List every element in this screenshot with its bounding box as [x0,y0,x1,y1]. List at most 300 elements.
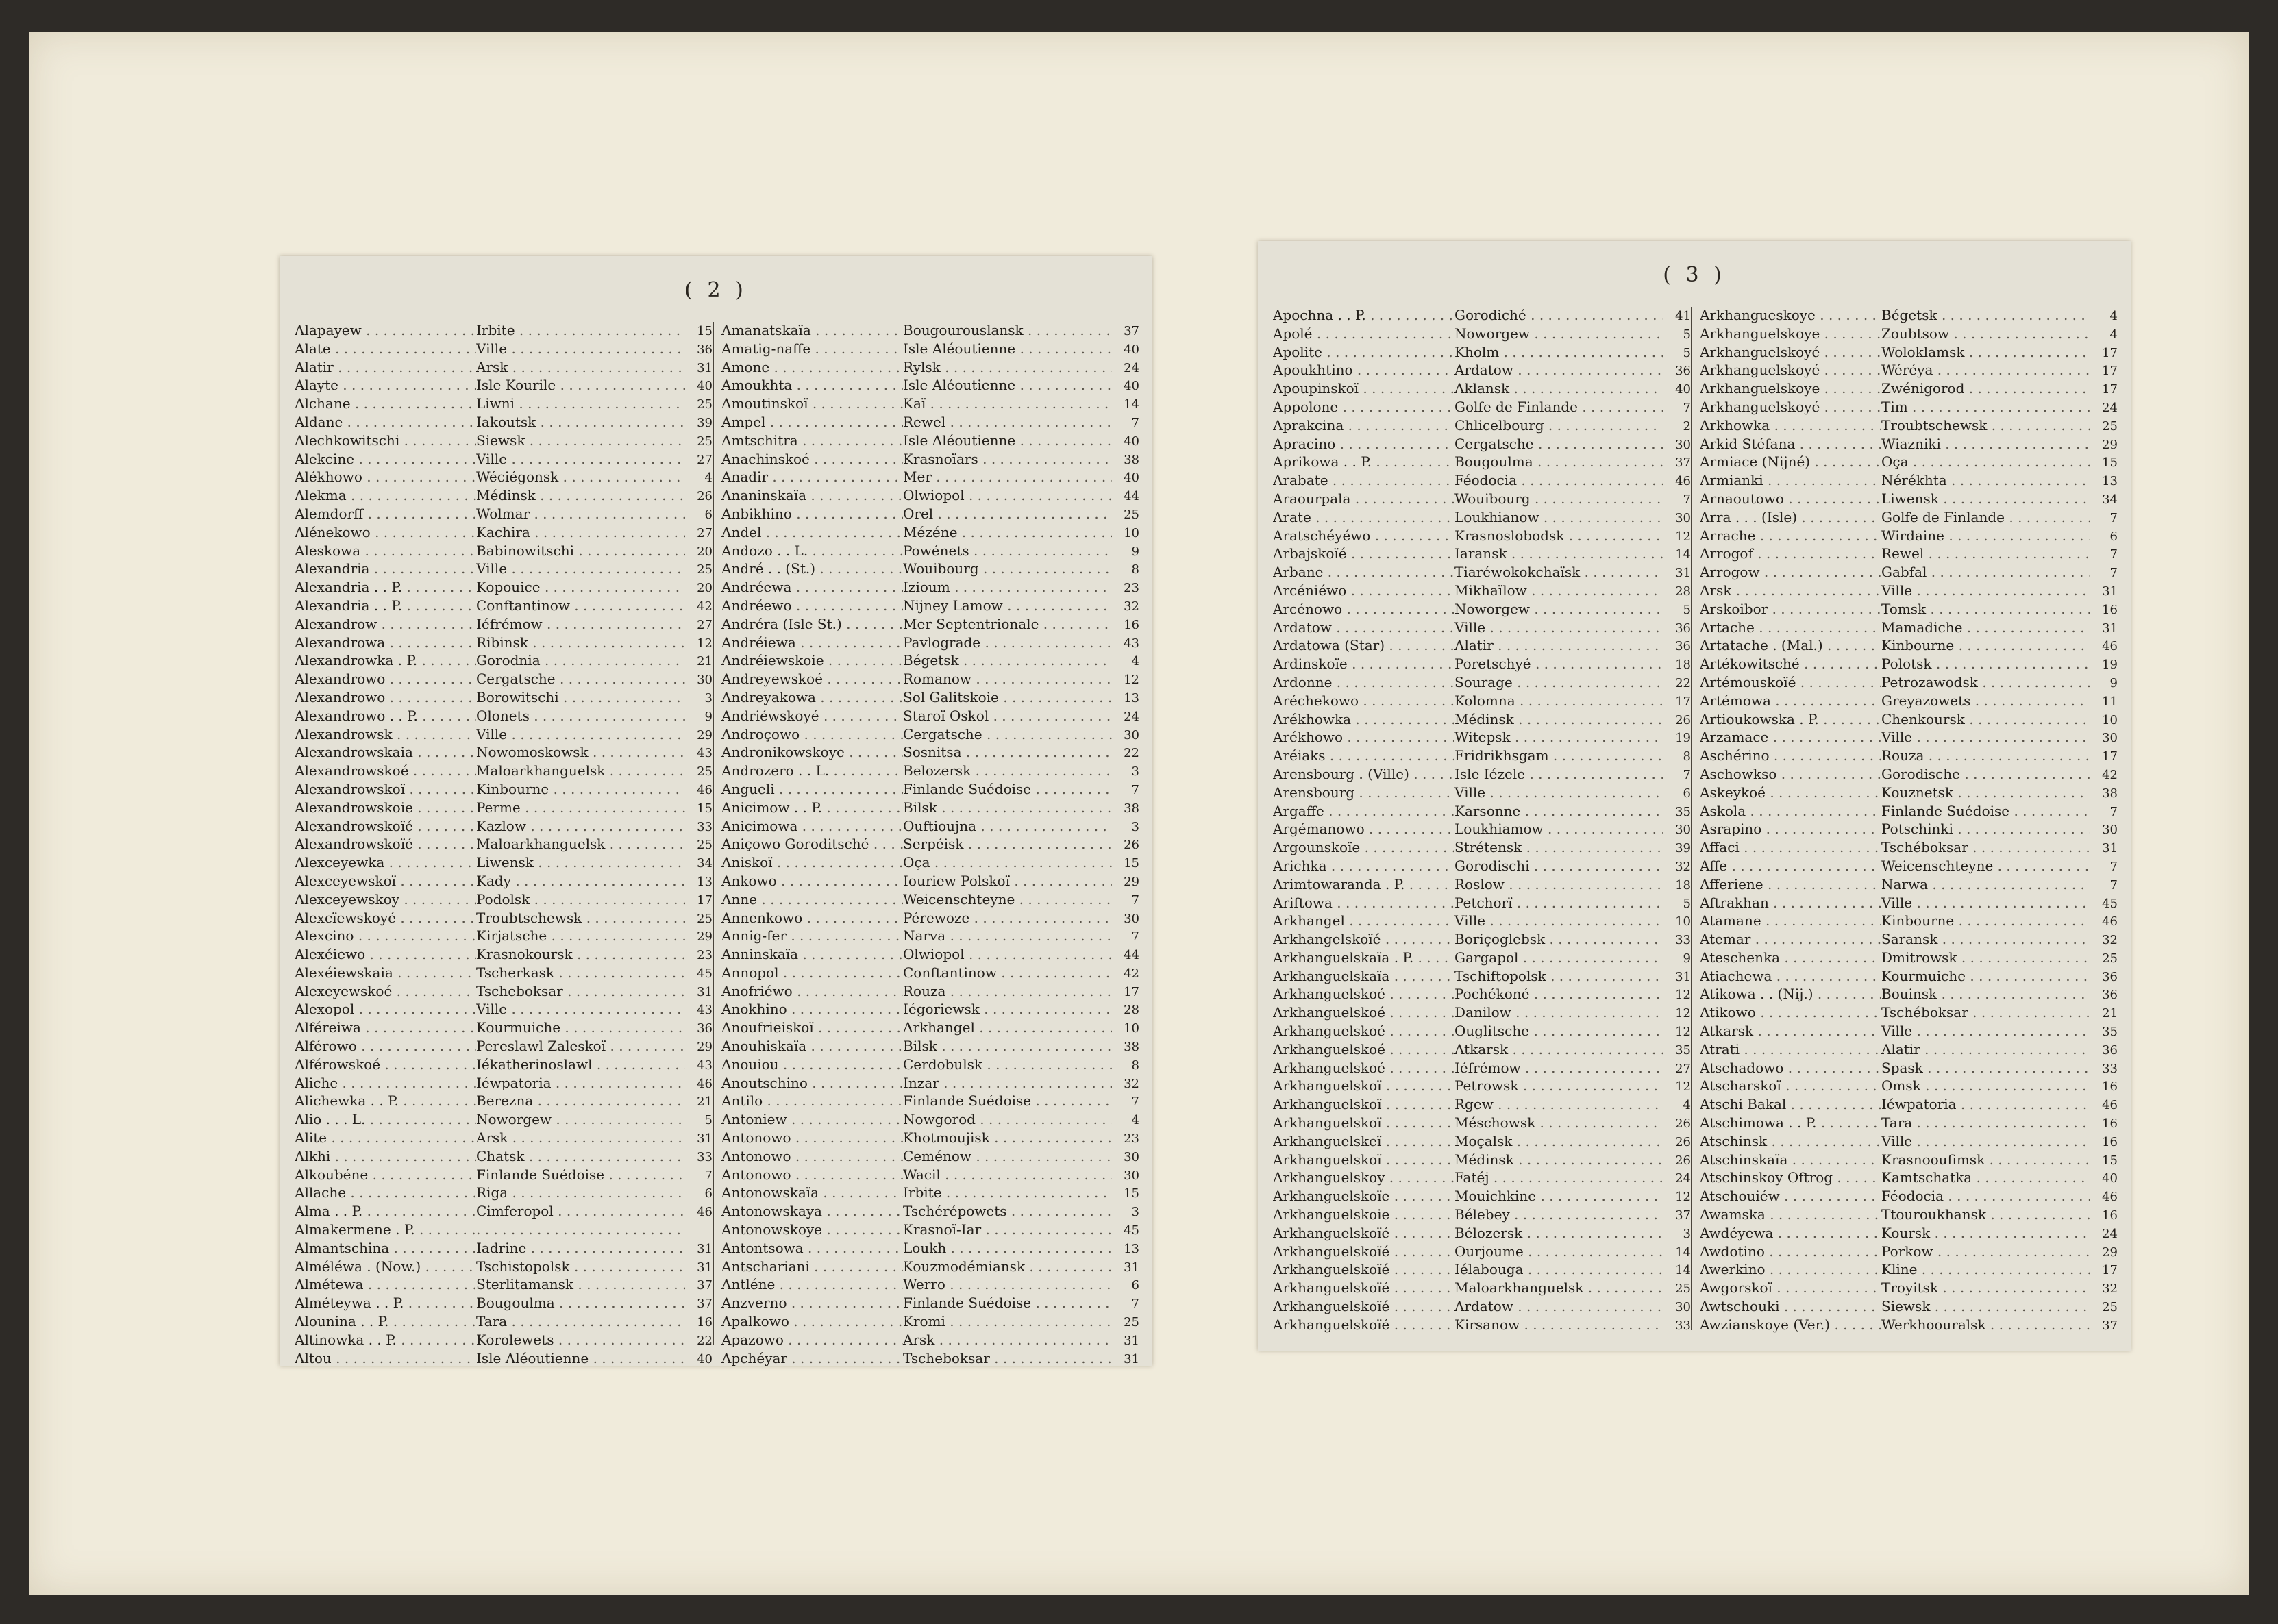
place-name: Askola . . . [1700,803,1881,819]
index-entry [721,597,1139,616]
place-name: Antonowskoye . . . [721,1221,903,1238]
index-entry [1700,1316,2118,1335]
district: Gorodische . . . [1881,766,2090,782]
index-entry [1700,399,2118,417]
district: Loukh . . . [903,1240,1112,1256]
district: Finlande Suédoise . . . [903,1092,1112,1109]
district: Ville . . . [1881,1133,2090,1149]
district: Kouznetsk . . . [1881,784,2090,801]
place-name: Alékhowo . . . [295,469,476,485]
index-entry [1700,1077,2118,1096]
index-entry [721,1038,1139,1056]
place-name: Alexandrowskoïé . . . [295,818,476,834]
district: Kouzmodémiansk . . . [903,1258,1112,1275]
index-entry [721,579,1139,597]
map-number: 31 [2102,841,2118,856]
district: Mouichkine . . . [1454,1188,1663,1204]
index-entry [1700,380,2118,399]
place-name: Atschimowa . . P. . . . [1700,1114,1881,1131]
index-entry [1273,821,1691,839]
index-entry [721,1092,1139,1111]
map-number: 2 [1683,419,1691,434]
index-entry [721,854,1139,873]
index-entry [721,414,1139,432]
map-number: 41 [1675,309,1691,323]
index-entry [721,762,1139,781]
map-number: 16 [2102,602,2118,617]
index-entry [295,560,713,579]
place-name: André . . (St.) . . . [721,560,903,577]
district: Cerdobulsk . . . [903,1056,1112,1073]
place-name: Alexceyewskoy . . . [295,891,476,908]
map-number: 36 [697,342,713,357]
district: Wouibourg . . . [1454,490,1663,507]
district: Iéwpatoria . . . [1881,1096,2090,1112]
place-name: Awzianskoye (Ver.) . . . [1700,1316,1881,1333]
map-number: 40 [1124,434,1139,449]
map-number: 31 [2102,621,2118,636]
place-name: Alate . . . [295,340,476,357]
index-entry [1273,1261,1691,1279]
district: Kamtschatka . . . [1881,1169,2090,1186]
index-entry [721,432,1139,451]
district: Siewsk . . . [476,432,685,449]
place-name: Ardatow . . . [1273,619,1454,636]
place-name: Arkhanguelskoyé . . . [1700,399,1881,415]
district: Tscheboksar . . . [903,1350,1112,1366]
place-name: Alemdorff . . . [295,505,476,522]
place-name: Arcénowo . . . [1273,601,1454,617]
index-entry [295,1276,713,1295]
map-number: 16 [697,1315,713,1330]
place-name: Arkhanguelskaïa . . . [1273,968,1454,984]
index-entry [1700,362,2118,380]
map-number: 21 [697,1095,713,1110]
district: Olwiopol . . . [903,487,1112,503]
district: Omsk . . . [1881,1077,2090,1094]
place-name: Arkhanguelskoé . . . [1273,1060,1454,1076]
index-entry [1273,1096,1691,1114]
place-name: Apochna . . P. . . . [1273,307,1454,323]
place-name: Anouhiskaïa . . . [721,1038,903,1054]
map-number: 17 [1675,694,1691,709]
index-entry [295,854,713,873]
district: Tiaréwokokchaïsk . . . [1454,564,1663,580]
district: Rouza . . . [903,983,1112,999]
place-name: Alexandrowka . P. . . . [295,652,476,669]
index-entry [1700,729,2118,747]
district: Ville . . . [1454,784,1663,801]
map-number: 23 [1124,1132,1139,1147]
index-entry [1700,1225,2118,1243]
map-number: 3 [1131,1205,1139,1220]
district: Finlande Suédoise . . . [1881,803,2090,819]
map-number: 3 [1131,819,1139,834]
index-entry [721,377,1139,395]
map-number: 9 [2109,675,2118,690]
map-number: 4 [2109,309,2118,323]
district: Krasnoïars . . . [903,451,1112,467]
district: Petrowsk . . . [1454,1077,1663,1094]
map-number: 30 [1675,1300,1691,1315]
place-name: Apolite . . . [1273,344,1454,360]
index-entry [1273,1077,1691,1096]
district: Rgew . . . [1454,1096,1663,1112]
index-entry [1273,986,1691,1004]
district: Bougoulma . . . [476,1295,685,1311]
place-name: Androzero . . L. . . . [721,762,903,779]
map-number: 25 [697,434,713,449]
district: Gorodischi . . . [1454,858,1663,874]
map-number: 7 [1683,767,1691,782]
place-name: Andreyakowa . . . [721,689,903,705]
index-entry [1273,564,1691,582]
index-entry [295,818,713,836]
map-number: 29 [697,727,713,742]
district: Kirjatsche . . . [476,927,685,944]
district: Kinbourne . . . [1881,637,2090,653]
district: Olonets . . . [476,708,685,724]
index-entry [295,414,713,432]
map-number: 38 [1124,801,1139,816]
map-number: 15 [1124,856,1139,871]
place-name: Arskoibor . . . [1700,601,1881,617]
place-name: Andel . . . [721,524,903,540]
index-entry [1273,1279,1691,1298]
place-name: Aschowkso . . . [1700,766,1881,782]
district: Potschinki . . . [1881,821,2090,837]
place-name: Ardinskoïe . . . [1273,655,1454,672]
map-number: 46 [697,1076,713,1091]
index-entry [1273,674,1691,692]
index-entry [1273,344,1691,362]
place-name: Alekcine . . . [295,451,476,467]
district: Iouriew Polskoï . . . [903,873,1112,889]
district: Arsk . . . [903,1332,1112,1348]
map-number: 12 [1675,1190,1691,1205]
district: Kady . . . [476,873,685,889]
place-name: Atiachewa . . . [1700,968,1881,984]
place-name: Altinowka . . P. . . . [295,1332,476,1348]
index-entry [1273,362,1691,380]
place-name: Arkhanguelskaïa . P. . . . [1273,949,1454,966]
map-number: 37 [697,1278,713,1293]
index-entry [1700,1169,2118,1188]
district: Ribinsk . . . [476,634,685,651]
place-name: Arkhanguelskoïe . . . [1273,1188,1454,1204]
district: Rouza . . . [1881,747,2090,764]
index-entry [721,708,1139,726]
district: Krasnoslobodsk . . . [1454,527,1663,544]
place-name: Aprikowa . . P. . . . [1273,453,1454,470]
district: Podolsk . . . [476,891,685,908]
district: Noworgew . . . [1454,325,1663,342]
map-number: 5 [1683,345,1691,360]
place-name: Aliche . . . [295,1075,476,1091]
map-number: 12 [1675,1006,1691,1021]
district: Iékatherinoslawl . . . [476,1056,685,1073]
index-entry [1273,472,1691,490]
district: Rewel . . . [903,414,1112,430]
district: Weicenschteyne . . . [903,891,1112,908]
place-name: Amoutinskoï . . . [721,395,903,412]
map-number: 36 [2102,988,2118,1003]
index-entry [295,395,713,414]
district: Olwiopol . . . [903,946,1112,962]
place-name: Arensbourg . (Ville) . . . [1273,766,1454,782]
district: Finlande Suédoise . . . [903,781,1112,797]
map-number: 46 [697,1205,713,1220]
place-name: Awerkino . . . [1700,1261,1881,1277]
map-number: 9 [704,709,713,724]
district: Chenkoursk . . . [1881,711,2090,727]
index-entry [1273,692,1691,711]
district: Kourmuiche . . . [1881,968,2090,984]
map-number: 6 [1683,786,1691,801]
district: Alatir . . . [1454,637,1663,653]
index-entry [1700,1060,2118,1078]
place-name: Alénekowo . . . [295,524,476,540]
index-entry [295,597,713,616]
map-number: 9 [1131,544,1139,559]
district: Tomsk . . . [1881,601,2090,617]
map-number: 15 [2102,1153,2118,1168]
index-entry [1700,655,2118,674]
place-name: Alexandrowskoïé . . . [295,836,476,852]
place-name: Arbane . . . [1273,564,1454,580]
place-name: Armiace (Nijné) . . . [1700,453,1881,470]
map-number: 25 [1675,1282,1691,1297]
map-number: 46 [2102,1190,2118,1205]
map-number: 14 [1675,1263,1691,1278]
index-entry [1700,1023,2118,1041]
index-entry [295,836,713,854]
index-entry [1273,1188,1691,1206]
map-number: 46 [2102,1098,2118,1113]
place-name: Arkhanguelskeï . . . [1273,1133,1454,1149]
place-name: Arkhanguelskoie . . . [1273,1206,1454,1223]
place-name: Aniçowo Goroditsché . . . [721,836,903,852]
district: Irbite . . . [476,322,685,338]
index-entry [1273,729,1691,747]
index-entry [721,1166,1139,1185]
place-name: Angueli . . . [721,781,903,797]
map-number: 30 [1124,727,1139,742]
place-name: Alméteywa . . P. . . . [295,1295,476,1311]
district: Maloarkhanguelsk . . . [476,836,685,852]
map-number: 5 [1683,896,1691,911]
page-right [1258,241,2131,1351]
map-number: 5 [1683,602,1691,617]
district: Kline . . . [1881,1261,2090,1277]
map-number: 12 [1675,988,1691,1003]
place-name: Alexandrowskoie . . . [295,799,476,816]
district: Bégetsk . . . [903,652,1112,669]
map-number: 14 [1675,1245,1691,1260]
index-entry [721,1148,1139,1166]
index-entry [1700,895,2118,913]
district: Danilow . . . [1454,1004,1663,1021]
district: Ville . . . [1881,729,2090,745]
place-name: Arrogow . . . [1700,564,1881,580]
index-entry [295,726,713,745]
place-name: Aschérino . . . [1700,747,1881,764]
place-name: Alexandrow . . . [295,616,476,632]
page-left [280,256,1152,1366]
district: Mer Septentrionale . . . [903,616,1112,632]
district: Loukhiamow . . . [1454,821,1663,837]
district: Bouinsk . . . [1881,986,2090,1002]
map-number: 29 [697,929,713,945]
map-number: 10 [1124,525,1139,540]
index-entry [721,1129,1139,1148]
index-entry [721,891,1139,910]
district: Golfe de Finlande . . . [1881,509,2090,525]
place-name: Arkhanguelskoé . . . [1273,986,1454,1002]
place-name: Anbikhino . . . [721,505,903,522]
index-entry [1700,509,2118,527]
district: Loukhianow . . . [1454,509,1663,525]
map-number: 5 [704,1113,713,1128]
district: Kourmuiche . . . [476,1019,685,1036]
map-number: 25 [2102,1300,2118,1315]
district: Pérewoze . . . [903,910,1112,926]
district: Tschistopolsk . . . [476,1258,685,1275]
place-name: Ardatowa (Star) . . . [1273,637,1454,653]
district: Ville . . . [1454,912,1663,929]
district: Tschéboksar . . . [1881,839,2090,855]
district: Isle Kourile . . . [476,377,685,393]
index-entry [1273,784,1691,803]
index-entry [295,744,713,762]
index-entry [1700,912,2118,931]
place-name: Arkhangelskoïé . . . [1273,931,1454,947]
map-number: 40 [1675,382,1691,397]
district: Féodocia . . . [1454,472,1663,488]
place-name: Arkhanguelskoy . . . [1273,1169,1454,1186]
index-entry [721,689,1139,708]
map-number: 45 [1124,1223,1139,1238]
place-name: Andriéwskoyé . . . [721,708,903,724]
place-name: Awdotino . . . [1700,1243,1881,1260]
map-number: 7 [1131,782,1139,797]
index-entry [721,799,1139,818]
district: Ouglitsche . . . [1454,1023,1663,1039]
map-number: 16 [2102,1079,2118,1095]
index-entry [1700,1243,2118,1262]
map-number: 30 [1675,510,1691,525]
map-number: 26 [1675,1153,1691,1168]
place-name: Alichewka . . P. . . . [295,1092,476,1109]
place-name: Arkhanguelskoï . . . [1273,1077,1454,1094]
place-name: Alexcïewskoyé . . . [295,910,476,926]
district: Petchorï . . . [1454,895,1663,911]
index-entry [295,1184,713,1203]
map-number: 7 [704,1168,713,1183]
place-name: Alexandrowo . . . [295,671,476,687]
map-number: 46 [697,782,713,797]
district: Alatir . . . [1881,1041,2090,1058]
district: Troubtschewsk . . . [476,910,685,926]
place-name: Apolé . . . [1273,325,1454,342]
map-number: 40 [1124,342,1139,357]
place-name: Alexopol . . . [295,1001,476,1017]
index-entry [295,762,713,781]
index-entry [721,1075,1139,1093]
map-number: 4 [1131,1113,1139,1128]
place-name: Arate . . . [1273,509,1454,525]
map-number: 7 [2109,547,2118,562]
place-name: Aréiaks . . . [1273,747,1454,764]
index-entry [295,1203,713,1221]
district: Tscheboksar . . . [476,983,685,999]
index-entry [1273,655,1691,674]
index-entry [1700,803,2118,821]
district: Weicenschteyne . . . [1881,858,2090,874]
place-name: Arkhanguelskoé . . . [1273,1023,1454,1039]
district: Roslow . . . [1454,876,1663,892]
map-number: 16 [2102,1116,2118,1132]
map-number: 31 [2102,584,2118,599]
index-entry [721,910,1139,928]
place-name: Arkhowka . . . [1700,417,1881,434]
place-name: Aprakcina . . . [1273,417,1454,434]
index-entry [721,340,1139,359]
map-number: 28 [1124,1003,1139,1018]
place-name: Anokhino . . . [721,1001,903,1017]
map-number: 38 [1124,1040,1139,1055]
index-entry [1700,1279,2118,1298]
index-entry [1700,545,2118,564]
map-number: 3 [704,690,713,705]
district: Cergatsche . . . [476,671,685,687]
district: Isle Aléoutienne . . . [476,1350,685,1366]
map-number: 42 [2102,767,2118,782]
place-name: Arkhanguelskoïé . . . [1273,1316,1454,1333]
district: Poretschyé . . . [1454,655,1663,672]
index-entry [1273,1225,1691,1243]
map-number: 24 [2102,400,2118,415]
map-number: 45 [2102,896,2118,911]
index-entry [721,927,1139,946]
place-name: Alexeyewskoé . . . [295,983,476,999]
district: Médinsk . . . [476,487,685,503]
district: Orel . . . [903,505,1112,522]
place-name: Arrache . . . [1700,527,1881,544]
index-entry [1273,766,1691,784]
index-entry [721,395,1139,414]
district: Bilsk . . . [903,799,1112,816]
map-number: 4 [704,471,713,486]
index-entry [721,818,1139,836]
index-entry [721,560,1139,579]
place-name: Askeykoé . . . [1700,784,1881,801]
district: Korolewets . . . [476,1332,685,1348]
district: Liwni . . . [476,395,685,412]
place-name: Alatir . . . [295,359,476,375]
index-entry [1273,1169,1691,1188]
district: Ardatow . . . [1454,1298,1663,1314]
district: Troyitsk . . . [1881,1279,2090,1296]
place-name: Alexceyewka . . . [295,854,476,871]
district: Aklansk . . . [1454,380,1663,397]
index-entry [1273,876,1691,895]
index-entry [1700,436,2118,454]
map-number: 40 [1124,471,1139,486]
district: Cergatsche . . . [1454,436,1663,452]
map-number: 33 [1675,1318,1691,1333]
index-entry [721,1258,1139,1277]
